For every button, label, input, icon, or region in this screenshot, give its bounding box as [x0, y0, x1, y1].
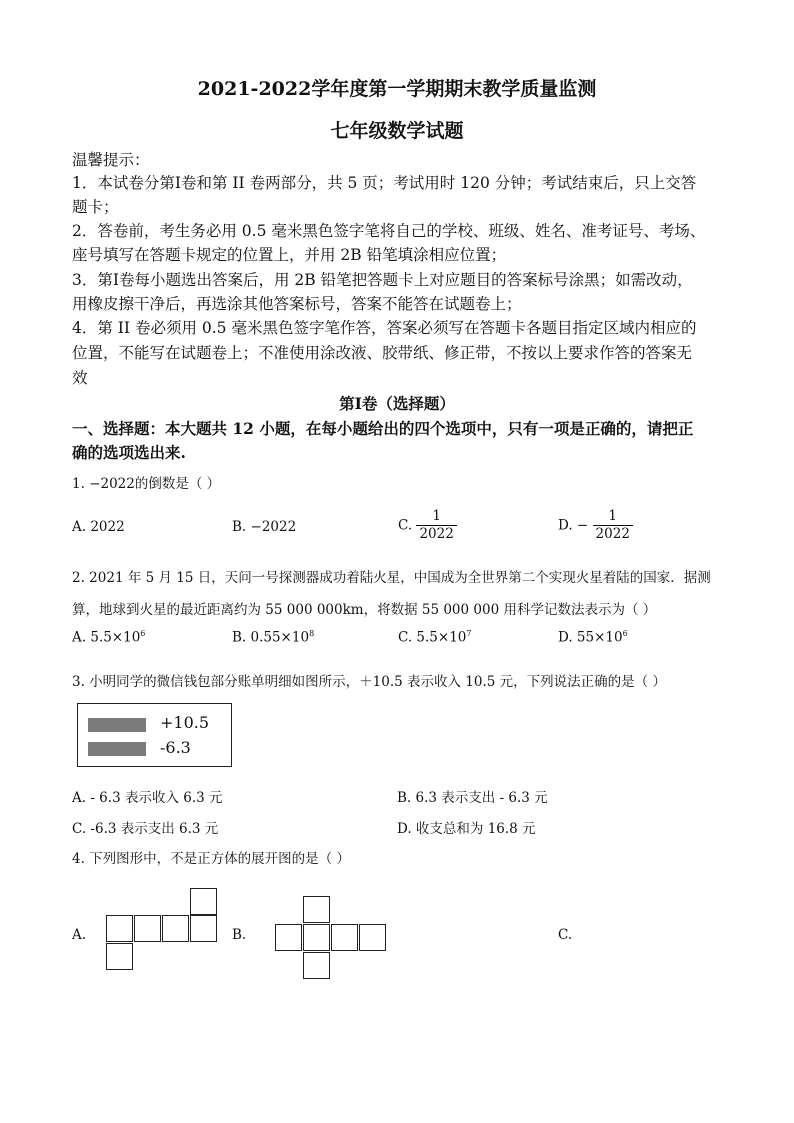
- net-square: [106, 915, 133, 942]
- q2-option-b-base: B. 0.55×10: [232, 629, 310, 646]
- q3-option-d: D. 收支总和为 16.8 元: [397, 821, 536, 837]
- net-square: [190, 888, 217, 915]
- q3-option-c: C. -6.3 表示支出 6.3 元: [72, 821, 219, 837]
- question-4-stem: 4. 下列图形中，不是正方体的展开图的是（ ）: [72, 851, 350, 867]
- q4-option-b: B.: [232, 927, 247, 943]
- fraction: [416, 508, 456, 543]
- notice-heading: 温馨提示：: [72, 151, 150, 169]
- section-heading: 第Ⅰ卷（选择题）: [339, 394, 455, 413]
- q3-option-b: B. 6.3 表示支出 - 6.3 元: [397, 790, 548, 806]
- net-square: [303, 924, 330, 951]
- fraction-numerator: 1: [432, 508, 441, 524]
- notice-line: 题卡；: [72, 198, 119, 216]
- notice-line: 效: [72, 369, 88, 387]
- section-intro: 一、选择题：本大题共 12 小题，在每小题给出的四个选项中，只有一项是正确的，请把正: [72, 419, 694, 438]
- bill-amount: -6.3: [160, 738, 191, 757]
- net-square: [162, 915, 189, 942]
- question-2-line: 算，地球到火星的最近距离约为 55 000 000km，将数据 55 000 000 用科学记数法表示为（ ）: [72, 602, 657, 618]
- q3-option-a: A. - 6.3 表示收入 6.3 元: [72, 790, 223, 806]
- redacted-bar: [88, 742, 146, 756]
- notice-line: 位置，不能写在试题卷上；不准使用涂改液、胶带纸、修正带，不按以上要求作答的答案无: [72, 344, 693, 362]
- net-square: [303, 952, 330, 979]
- q2-option-c-exponent: 7: [466, 629, 472, 638]
- bill-amount: +10.5: [160, 713, 210, 732]
- question-3-stem: 3. 小明同学的微信钱包部分账单明细如图所示，＋10.5 表示收入 10.5 元，下列说法正确的是（ ）: [72, 674, 666, 690]
- q2-option-d-base: D. 55×10: [558, 629, 623, 646]
- q2-option-c: [398, 629, 471, 646]
- net-square: [190, 915, 217, 942]
- net-square: [106, 943, 133, 970]
- q1-option-d-label: D. −: [558, 517, 589, 534]
- q1-option-c: [398, 508, 457, 543]
- q2-option-c-base: C. 5.5×10: [398, 629, 467, 646]
- q2-option-d: [558, 629, 628, 646]
- q2-option-a: [72, 629, 145, 646]
- question-2-line: 2. 2021 年 5 月 15 日，天问一号探测器成功着陆火星，中国成为全世界第二个实现火星着陆的国家．据测: [72, 570, 711, 586]
- q2-option-d-exponent: 6: [622, 629, 628, 638]
- q4-option-a: A.: [72, 927, 87, 943]
- net-square: [275, 924, 302, 951]
- question-1-stem: 1. −2022的倒数是（ ）: [72, 476, 221, 492]
- net-square: [359, 924, 386, 951]
- redacted-bar: [88, 718, 146, 732]
- q1-option-c-label: C.: [398, 517, 413, 534]
- q4-option-c: C.: [558, 927, 573, 943]
- wallet-bill-figure: [77, 703, 232, 767]
- fraction-denominator: 2022: [593, 525, 633, 543]
- notice-line: 1．本试卷分第Ⅰ卷和第 II 卷两部分，共 5 页；考试用时 120 分钟；考试结束后，只上交答: [72, 174, 697, 192]
- fraction-denominator: 2022: [416, 525, 456, 543]
- fraction-numerator: 1: [608, 508, 618, 524]
- exam-title: 2021-2022学年度第一学期期末教学质量监测: [197, 78, 597, 100]
- q2-option-b-exponent: 8: [309, 629, 315, 638]
- q2-option-a-exponent: 6: [140, 629, 146, 638]
- section-intro: 确的选项选出来.: [72, 443, 186, 462]
- q1-option-b: B. −2022: [232, 519, 297, 535]
- exam-subtitle: 七年级数学试题: [330, 120, 464, 142]
- net-square: [303, 896, 330, 923]
- notice-line: 用橡皮擦干净后，再选涂其他答案标号，答案不能答在试题卷上；: [72, 295, 522, 313]
- notice-line: 2．答卷前，考生务必用 0.5 毫米黑色签字笔将自己的学校、班级、姓名、准考证号、考场、: [72, 222, 706, 240]
- q1-option-a: A. 2022: [72, 519, 125, 535]
- q1-option-d: [558, 508, 633, 543]
- net-square: [331, 924, 358, 951]
- net-square: [134, 915, 161, 942]
- notice-line: 座号填写在答题卡规定的位置上，并用 2B 铅笔填涂相应位置；: [72, 246, 507, 264]
- notice-line: 3．第Ⅰ卷每小题选出答案后，用 2B 铅笔把答题卡上对应题目的答案标号涂黑；如需改动，: [72, 271, 693, 289]
- q2-option-b: [232, 629, 314, 646]
- q2-option-a-base: A. 5.5×10: [72, 629, 141, 646]
- notice-line: 4．第 II 卷必须用 0.5 毫米黑色签字笔作答，答案必须写在答题卡各题目指定区域内相应的: [72, 319, 697, 337]
- fraction: [593, 508, 633, 543]
